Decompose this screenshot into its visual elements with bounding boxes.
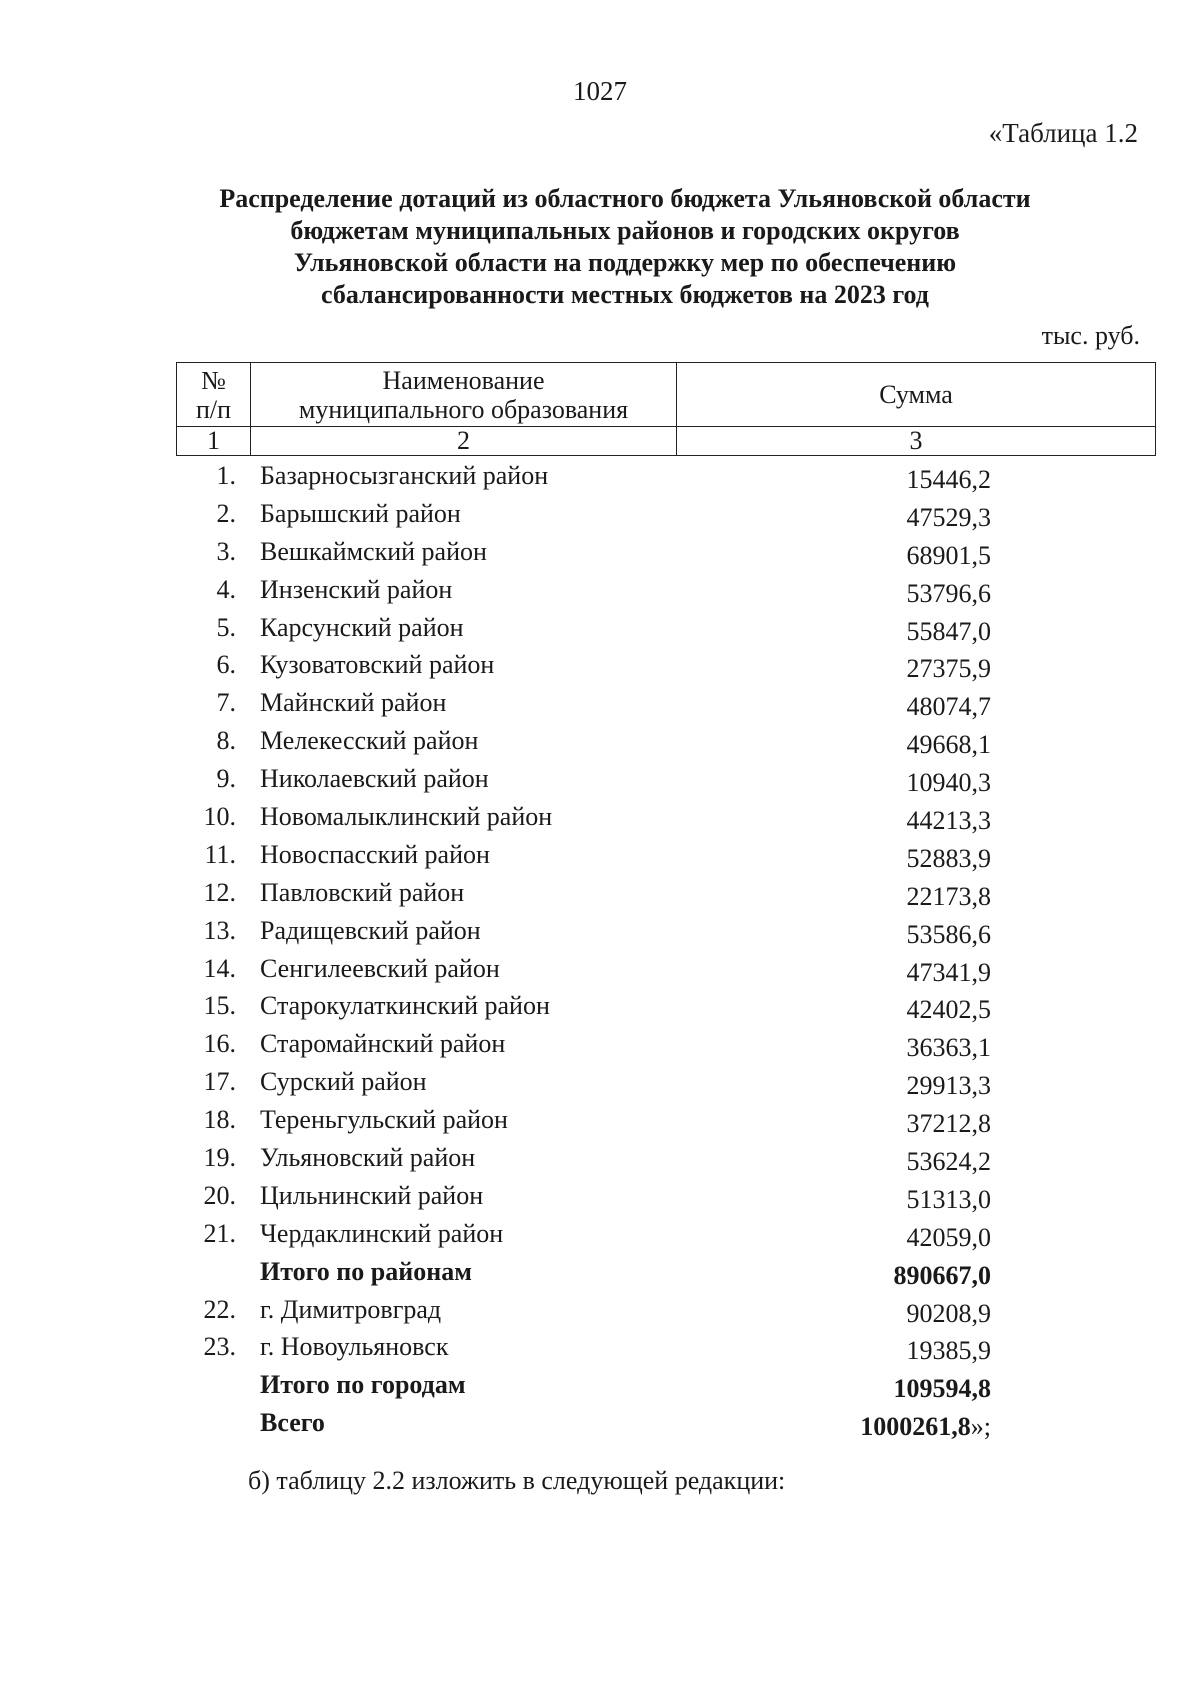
row-number: 13. xyxy=(203,915,236,945)
table-row xyxy=(176,1181,1156,1219)
table-row xyxy=(176,1332,1156,1370)
table-row xyxy=(176,802,1156,840)
row-number: 3. xyxy=(216,536,236,566)
header-name-line2: муниципального образования xyxy=(298,394,629,424)
row-number: 4. xyxy=(216,574,236,604)
row-sum xyxy=(846,541,991,571)
document-title xyxy=(160,183,1090,311)
row-name: Мелекесский район xyxy=(260,726,479,756)
header-number-line2: п/п xyxy=(195,394,232,424)
table-row xyxy=(176,1295,1156,1333)
table-row xyxy=(176,688,1156,726)
row-sum xyxy=(846,465,991,495)
row-sum-value: 68901,5 xyxy=(906,540,991,570)
row-sum xyxy=(846,806,991,836)
table-row xyxy=(176,878,1156,916)
table-body xyxy=(176,461,1156,1446)
row-number: 15. xyxy=(203,991,236,1021)
table-row xyxy=(176,764,1156,802)
row-sum xyxy=(846,730,991,760)
row-number: 2. xyxy=(216,498,236,528)
row-name: Тереньгульский район xyxy=(260,1105,508,1135)
table-total-row xyxy=(176,1257,1156,1295)
row-sum-value: 48074,7 xyxy=(906,692,991,722)
row-number: 18. xyxy=(203,1105,236,1135)
title-line: сбалансированности местных бюджетов на 2023 год xyxy=(321,280,929,309)
table-row xyxy=(176,499,1156,537)
row-number: 5. xyxy=(216,612,236,642)
row-sum-value: 90208,9 xyxy=(906,1298,991,1328)
row-sum-value: 10940,3 xyxy=(906,768,991,798)
header-index-2: 2 xyxy=(251,427,677,456)
header-name-line1: Наименование xyxy=(382,365,545,395)
table-row xyxy=(176,1105,1156,1143)
row-number: 10. xyxy=(203,802,236,832)
row-name: Радищевский район xyxy=(260,915,481,945)
row-name: Всего xyxy=(260,1408,325,1438)
row-sum-value: 49668,1 xyxy=(906,730,991,760)
row-name: Николаевский район xyxy=(260,764,489,794)
row-sum xyxy=(846,844,991,874)
row-sum xyxy=(846,1109,991,1139)
header-sum-cell: Сумма xyxy=(677,363,1156,427)
row-sum-value: 52883,9 xyxy=(906,843,991,873)
row-name: Кузоватовский район xyxy=(260,650,495,680)
row-name: Павловский район xyxy=(260,877,465,907)
table-row xyxy=(176,537,1156,575)
row-number: 12. xyxy=(203,877,236,907)
row-name: Итого по городам xyxy=(260,1370,466,1400)
row-sum xyxy=(846,1033,991,1063)
table-row xyxy=(176,461,1156,499)
row-sum-value: 36363,1 xyxy=(906,1033,991,1063)
row-sum xyxy=(846,1071,991,1101)
row-sum xyxy=(846,1374,991,1404)
row-name: Новомалыклинский район xyxy=(260,802,553,832)
row-sum xyxy=(846,1223,991,1253)
row-sum-suffix: »; xyxy=(970,1412,991,1442)
row-name: Базарносызганский район xyxy=(260,461,549,490)
table-total-row xyxy=(176,1370,1156,1408)
row-sum-value: 109594,8 xyxy=(893,1374,991,1404)
row-sum-value: 47529,3 xyxy=(906,502,991,532)
row-name: Барышский район xyxy=(260,498,461,528)
row-sum-value: 15446,2 xyxy=(906,465,991,494)
table-row xyxy=(176,1067,1156,1105)
row-sum-value: 37212,8 xyxy=(906,1109,991,1139)
row-name: Майнский район xyxy=(260,688,447,718)
row-name: Инзенский район xyxy=(260,574,453,604)
row-sum xyxy=(846,958,991,988)
row-name: г. Новоульяновск xyxy=(260,1332,449,1362)
row-sum xyxy=(846,768,991,798)
table-header xyxy=(176,362,1156,456)
row-sum-value: 47341,9 xyxy=(906,957,991,987)
table-row xyxy=(176,613,1156,651)
row-sum-value: 42059,0 xyxy=(906,1222,991,1252)
row-sum-value: 51313,0 xyxy=(906,1184,991,1214)
row-number: 22. xyxy=(203,1294,236,1324)
row-number: 23. xyxy=(203,1332,236,1362)
row-sum xyxy=(846,692,991,722)
row-name: Старокулаткинский район xyxy=(260,991,550,1021)
row-name: Сенгилеевский район xyxy=(260,953,500,983)
row-number: 7. xyxy=(216,688,236,718)
row-number: 14. xyxy=(203,953,236,983)
footer-text: б) таблицу 2.2 изложить в следующей редакции: xyxy=(248,1466,786,1495)
row-number: 8. xyxy=(216,726,236,756)
row-sum-value: 19385,9 xyxy=(906,1336,991,1366)
table-row xyxy=(176,1219,1156,1257)
row-sum xyxy=(846,995,991,1025)
table-row xyxy=(176,1029,1156,1067)
row-number: 16. xyxy=(203,1029,236,1059)
row-sum xyxy=(846,1261,991,1291)
header-index-1: 1 xyxy=(177,427,251,456)
row-number: 20. xyxy=(203,1180,236,1210)
row-number: 21. xyxy=(203,1218,236,1248)
row-sum-value: 27375,9 xyxy=(906,654,991,684)
row-sum-value: 53796,6 xyxy=(906,578,991,608)
row-sum xyxy=(846,654,991,684)
title-line: Распределение дотаций из областного бюджета Ульяновской области xyxy=(219,184,1031,213)
title-line: бюджетам муниципальных районов и городских округов xyxy=(290,216,960,245)
row-sum xyxy=(846,1336,991,1366)
row-sum-value: 42402,5 xyxy=(906,995,991,1025)
row-name: Новоспасский район xyxy=(260,839,490,869)
table-row xyxy=(176,1143,1156,1181)
table-row xyxy=(176,991,1156,1029)
row-name: Вешкаймский район xyxy=(260,536,487,566)
units-label: тыс. руб. xyxy=(1041,321,1140,350)
row-sum xyxy=(846,882,991,912)
row-sum-value: 22173,8 xyxy=(906,881,991,911)
row-name: Чердаклинский район xyxy=(260,1218,504,1248)
row-sum-value: 890667,0 xyxy=(893,1260,991,1290)
row-name: Сурский район xyxy=(260,1067,427,1097)
row-number: 1. xyxy=(216,461,236,490)
row-sum-value: 53586,6 xyxy=(906,919,991,949)
row-sum-value: 1000261,8 xyxy=(860,1412,971,1442)
table-row xyxy=(176,650,1156,688)
row-sum-value: 53624,2 xyxy=(906,1147,991,1177)
header-number-cell xyxy=(177,363,251,427)
row-name: г. Димитровград xyxy=(260,1294,442,1324)
row-sum xyxy=(846,920,991,950)
row-number: 9. xyxy=(216,764,236,794)
title-line: Ульяновской области на поддержку мер по обеспечению xyxy=(293,248,957,277)
header-number-line1: № xyxy=(201,365,226,395)
row-name: Карсунский район xyxy=(260,612,464,642)
row-name: Цильнинский район xyxy=(260,1180,484,1210)
table-reference: «Таблица 1.2 xyxy=(988,118,1138,148)
row-sum xyxy=(846,1147,991,1177)
row-number: 19. xyxy=(203,1143,236,1173)
table-row xyxy=(176,916,1156,954)
row-name: Ульяновский район xyxy=(260,1143,476,1173)
header-name-cell xyxy=(251,363,677,427)
row-sum xyxy=(846,1185,991,1215)
row-number: 17. xyxy=(203,1067,236,1097)
row-sum-value: 55847,0 xyxy=(906,616,991,646)
page-number: 1027 xyxy=(573,76,627,106)
row-sum xyxy=(846,1412,991,1442)
table-row xyxy=(176,954,1156,992)
row-number: 11. xyxy=(204,839,236,869)
row-sum xyxy=(846,503,991,533)
row-name: Итого по районам xyxy=(260,1256,472,1286)
row-number: 6. xyxy=(216,650,236,680)
row-sum xyxy=(846,579,991,609)
row-name: Старомайнский район xyxy=(260,1029,506,1059)
row-sum xyxy=(846,1299,991,1329)
row-sum-value: 29913,3 xyxy=(906,1071,991,1101)
table-row xyxy=(176,726,1156,764)
table-row xyxy=(176,840,1156,878)
table-total-row xyxy=(176,1408,1156,1446)
row-sum-value: 44213,3 xyxy=(906,806,991,836)
row-sum xyxy=(846,617,991,647)
table-row xyxy=(176,575,1156,613)
header-index-3: 3 xyxy=(677,427,1156,456)
